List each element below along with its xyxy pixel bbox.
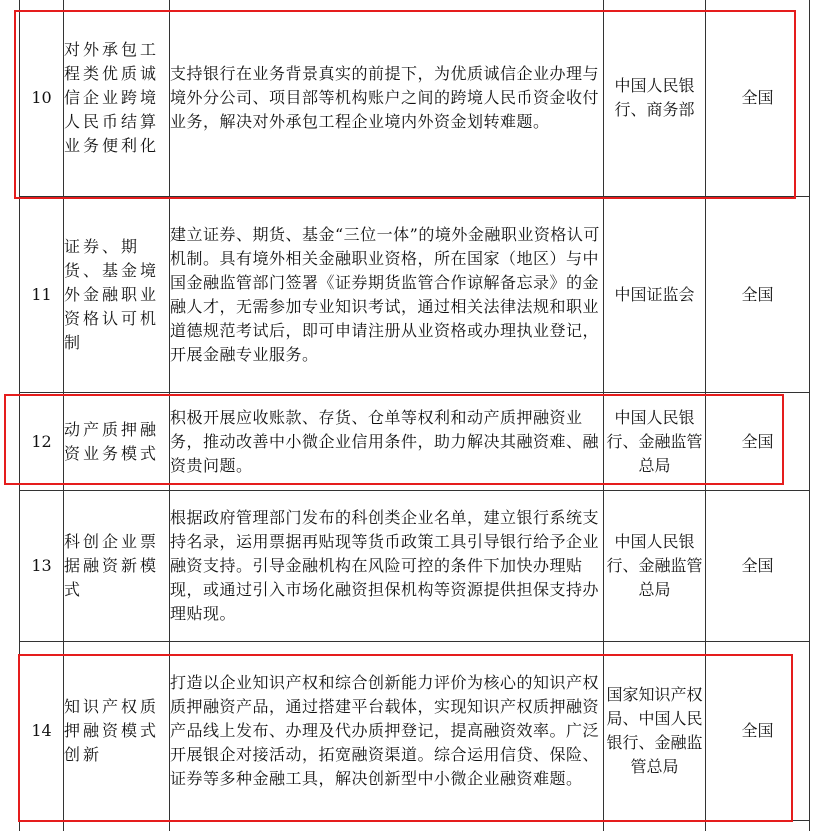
department: 中国人民银行、金融监管总局 [606, 407, 703, 475]
table-row [20, 393, 810, 491]
measure-name: 证券、期货、基金境外金融职业资格认可机制 [64, 236, 160, 352]
empty-cell [706, 821, 810, 831]
department-cell [604, 642, 706, 821]
row-number: 14 [20, 642, 64, 821]
measure-description-cell [170, 393, 604, 491]
scope: 全国 [706, 197, 810, 393]
department: 国家知识产权局、中国人民银行、金融监管总局 [606, 685, 703, 776]
table-row [20, 197, 810, 393]
empty-cell [170, 821, 604, 831]
row-number: 13 [20, 491, 64, 642]
empty-cell [64, 821, 170, 831]
measure-name-cell [64, 642, 170, 821]
table-row [20, 642, 810, 821]
row-number: 12 [20, 393, 64, 491]
scope: 全国 [706, 393, 810, 491]
measure-description-cell [170, 491, 604, 642]
scope: 全国 [706, 0, 810, 197]
measure-description-cell [170, 642, 604, 821]
department: 中国人民银行、商务部 [614, 76, 695, 119]
row-number: 10 [20, 0, 64, 197]
measure-description-cell [170, 197, 604, 393]
measure-name-cell [64, 197, 170, 393]
measure-description: 打造以企业知识产权和综合创新能力评价为核心的知识产权质押融资产品，通过搭建平台载体，实现知识产权质押融资产品线上发布、办理及代办质押登记，提高融资效率。广泛开展银企对接活动，拓宽融资渠道。综合运用信贷、保险、证券等多种金融工具，解决创新型中小微企业融资难题。 [170, 673, 600, 788]
department: 中国人民银行、金融监管总局 [606, 532, 703, 599]
measure-name-cell [64, 393, 170, 491]
table-row-continuation [20, 821, 810, 831]
measure-description: 积极开展应收账款、存货、仓单等权利和动产质押融资业务，推动改善中小微企业信用条件，助力解决其融资难、融资贵问题。 [170, 407, 600, 475]
measure-description-cell [170, 0, 604, 197]
measure-description: 支持银行在业务背景真实的前提下，为优质诚信企业办理与境外分公司、项目部等机构账户之间的跨境人民币资金收付业务，解决对外承包工程企业境内外资金划转难题。 [170, 64, 600, 131]
department: 中国证监会 [614, 284, 695, 304]
measure-name: 对外承包工程类优质诚信企业跨境人民币结算业务便利化 [64, 40, 160, 155]
department-cell [604, 491, 706, 642]
measure-description: 根据政府管理部门发布的科创类企业名单，建立银行系统支持名录，运用票据再贴现等货币政策工具引导银行给予企业融资支持。引导金融机构在风险可控的条件下加快办理贴现，或通过引入市场化融资担保机构等资源提供担保支持办理贴现。 [170, 508, 600, 623]
department-cell [604, 0, 706, 197]
empty-cell [604, 821, 706, 831]
empty-cell [20, 821, 64, 831]
department-cell [604, 197, 706, 393]
row-number: 11 [20, 197, 64, 393]
measure-name: 动产质押融资业务模式 [64, 419, 160, 463]
measure-name-cell [64, 0, 170, 197]
measure-description: 建立证券、期货、基金“三位一体”的境外金融职业资格认可机制。具有境外相关金融职业资格，所在国家（地区）与中国金融监管部门签署《证券期货监管合作谅解备忘录》的金融人才，无需参加专业知识考试，通过相关法律法规和职业道德规范考试后，即可申请注册从业资格或办理执业登记，开展金融专业服务。 [170, 224, 600, 364]
table-row [20, 0, 810, 197]
measure-name: 科创企业票据融资新模式 [64, 532, 160, 599]
scope: 全国 [706, 642, 810, 821]
policy-table [19, 0, 810, 831]
department-cell [604, 393, 706, 491]
scope: 全国 [706, 491, 810, 642]
measure-name-cell [64, 491, 170, 642]
measure-name: 知识产权质押融资模式创新 [64, 697, 160, 764]
table-row [20, 491, 810, 642]
